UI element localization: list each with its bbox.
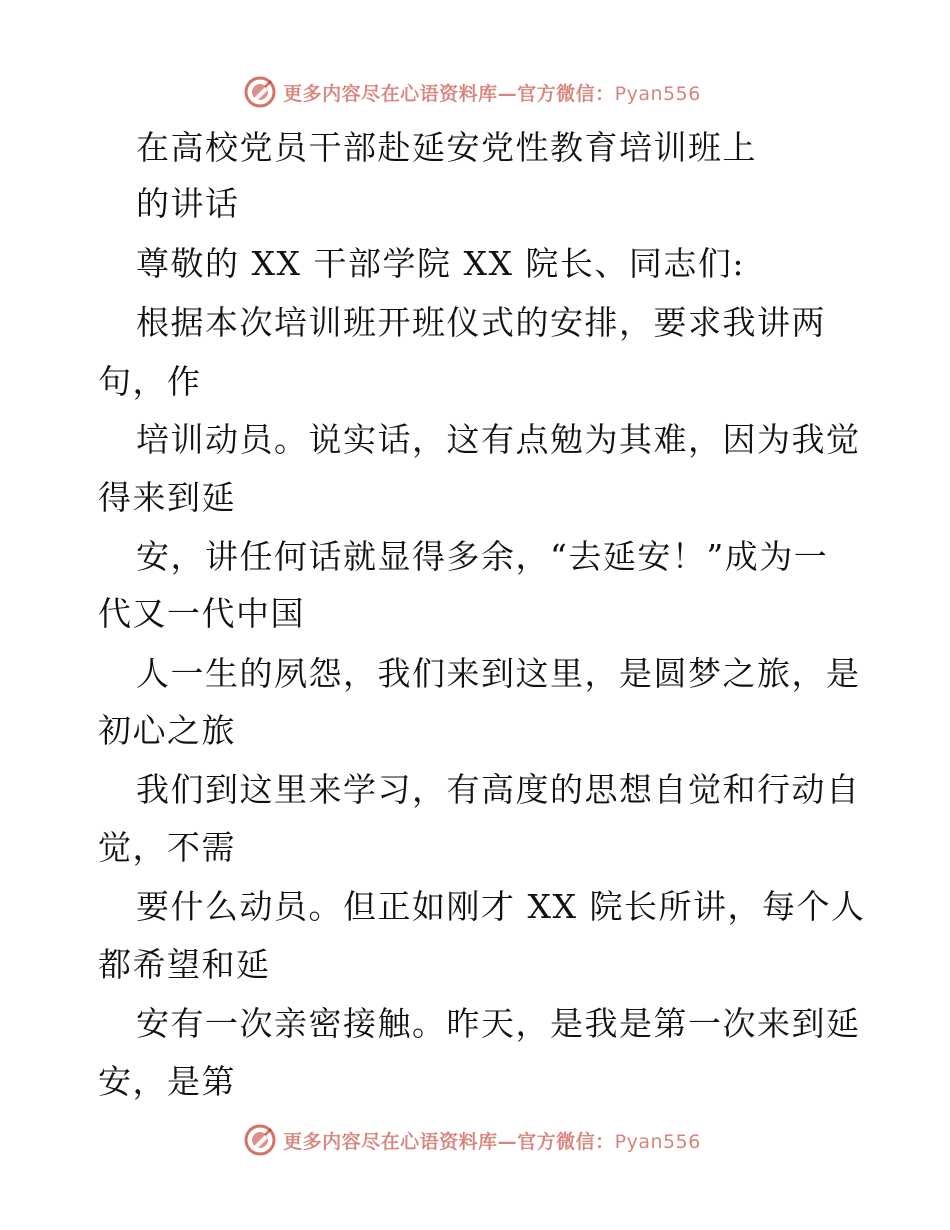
body-line: 得来到延: [98, 478, 236, 517]
doc-title-line-1: 在高校党员干部赴延安党性教育培训班上: [136, 128, 757, 167]
watermark-footer: [0, 1120, 950, 1160]
body-line: 代又一代中国: [98, 594, 305, 633]
pen-nib-circle-logo-icon: [243, 1123, 277, 1157]
salutation-line: 尊敬的 XX 干部学院 XX 院长、同志们:: [136, 244, 746, 283]
body-line: 人一生的夙怨，我们来到这里，是圆梦之旅，是: [136, 654, 861, 693]
body-line: 觉，不需: [98, 828, 236, 867]
watermark-text-cn: 更多内容尽在心语资料库—官方微信：: [283, 82, 615, 105]
body-line: 安，讲任何话就显得多余，“去延安！”成为一: [136, 537, 829, 576]
body-line: 培训动员。说实话，这有点勉为其难，因为我觉: [136, 420, 861, 459]
watermark-text: [283, 1127, 701, 1154]
watermark-header: [0, 72, 950, 112]
watermark-text-id: Pyan556: [614, 1130, 701, 1153]
watermark-content: [243, 75, 701, 109]
watermark-text-id: Pyan556: [614, 82, 701, 105]
body-line: 我们到这里来学习，有高度的思想自觉和行动自: [136, 770, 861, 809]
body-line: 都希望和延: [98, 945, 271, 984]
body-line: 初心之旅: [98, 711, 236, 750]
body-line: 要什么动员。但正如刚才 XX 院长所讲，每个人: [136, 887, 866, 926]
watermark-content: [243, 1123, 701, 1157]
body-line: 安有一次亲密接触。昨天，是我是第一次来到延: [136, 1004, 861, 1043]
body-line: 安，是第: [98, 1062, 236, 1101]
pen-nib-circle-logo-icon: [243, 75, 277, 109]
doc-title-line-2: 的讲话: [136, 184, 240, 223]
watermark-text-cn: 更多内容尽在心语资料库—官方微信：: [283, 1130, 615, 1153]
watermark-text: [283, 79, 701, 106]
body-line: 句，作: [98, 362, 202, 401]
body-line: 根据本次培训班开班仪式的安排，要求我讲两: [136, 303, 826, 342]
